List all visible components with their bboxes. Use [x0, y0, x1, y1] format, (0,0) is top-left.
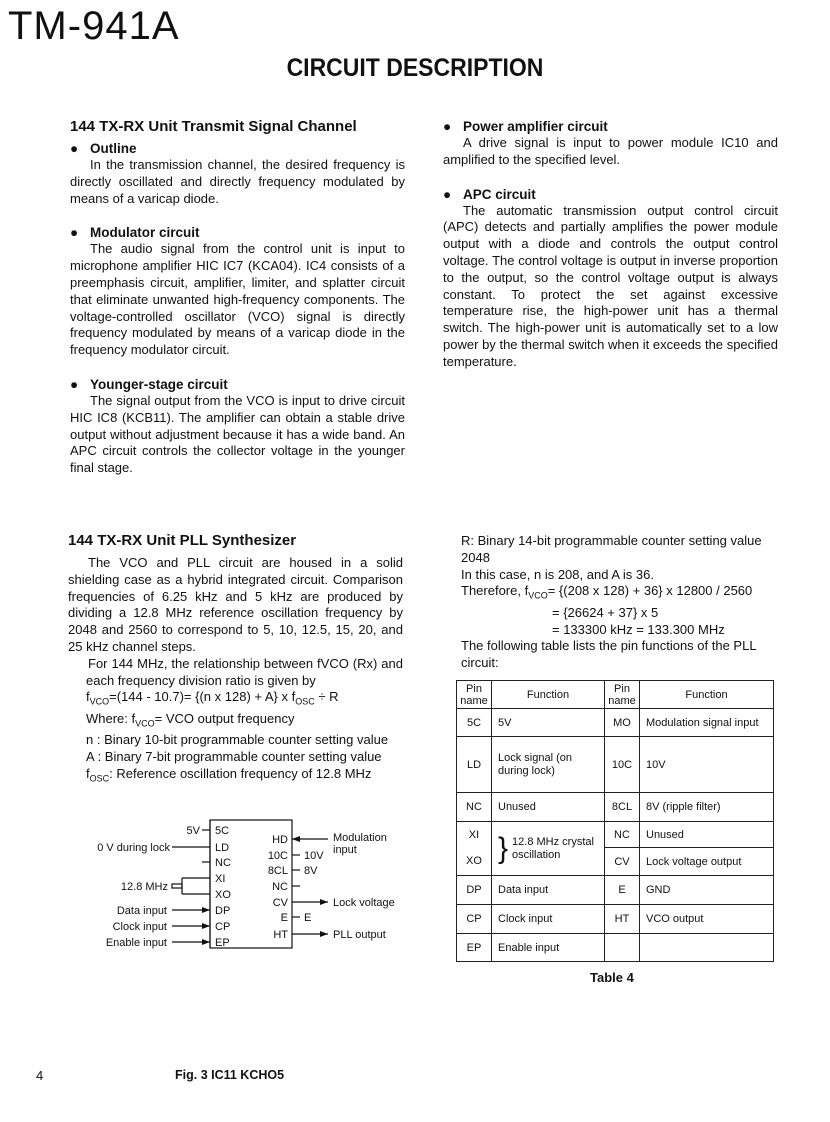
therefore-sub: VCO	[528, 590, 548, 601]
pll-heading: 144 TX-RX Unit PLL Synthesizer	[68, 532, 297, 549]
therefore-pre: Therefore, f	[461, 583, 529, 599]
arrow-icon	[292, 836, 300, 842]
pin-label: Pin	[614, 682, 630, 695]
ic-pin-e: E	[280, 912, 288, 924]
function-cell: VCO output	[640, 905, 774, 934]
model-number: TM-941A	[8, 4, 180, 48]
fosc-pre: f	[86, 765, 90, 781]
arrow-icon	[202, 923, 210, 929]
function-cell: Clock input	[492, 905, 605, 934]
therefore-line	[461, 583, 781, 604]
label-modulation: Modulation	[333, 832, 387, 844]
power-title	[443, 118, 778, 135]
brace-icon: }	[498, 831, 509, 865]
bullet-icon: ●	[70, 225, 79, 241]
calc-line3: = 133300 kHz = 133.300 MHz	[552, 621, 725, 637]
pin-cell	[605, 934, 640, 962]
f-symbol: f	[86, 689, 90, 705]
table-intro: The following table lists the pin functions of the PLL circuit:	[461, 638, 757, 671]
bullet-icon: ●	[443, 119, 452, 134]
apc-body: The automatic transmission output control circuit (APC) detects and partially amplifies the power module output with a diode and controls the output control voltage. The control voltage is output in inverse proportion to the output, so the control voltage output is always constant. To protect the set against excessive temperature rise, the high-power unit has a thermal switch. The high-power unit is automatically set to a low power by the thermal switch when it exceeds the specified temperature.	[443, 202, 778, 369]
pin-cell: 8CL	[605, 793, 640, 822]
label-xtal: 12.8 MHz	[120, 881, 168, 893]
label-enable-input: Enable input	[105, 937, 167, 949]
fosc-end: : Reference oscillation frequency of 12.8 MHz	[109, 765, 372, 781]
bullet-icon: ●	[70, 376, 79, 392]
pll-n-def: n : Binary 10-bit programmable counter setting value	[86, 732, 389, 748]
transmit-column	[70, 118, 405, 494]
pin-label: Pin	[466, 682, 482, 695]
pin-name-header-2	[605, 681, 640, 709]
crystal-line1: 12.8 MHz crystal	[512, 835, 594, 848]
outline-body: In the transmission channel, the desired frequency is directly oscillated and directly frequency modulated by means of a varicap diode.	[70, 157, 405, 206]
crystal-line2: oscillation	[512, 848, 561, 861]
function-header: Function	[492, 681, 605, 709]
younger-title	[70, 376, 405, 393]
page-number: 4	[36, 1068, 44, 1083]
pin-cell: NC	[457, 793, 492, 822]
outline-title	[70, 140, 405, 157]
table-row	[457, 876, 774, 905]
name-label: name	[608, 694, 636, 707]
younger-title-text: Younger-stage circuit	[90, 376, 228, 392]
pin-cell: HT	[605, 905, 640, 934]
table-row	[457, 793, 774, 822]
pin-cell: XO	[457, 848, 492, 876]
label-5v: 5V	[186, 825, 200, 837]
bullet-icon: ●	[443, 186, 452, 202]
crystal-function-cell	[492, 822, 605, 876]
function-cell: Data input	[492, 876, 605, 905]
table-row	[457, 737, 774, 793]
where-pre: Where: f	[86, 710, 136, 726]
fosc-sub: OSC	[89, 773, 110, 784]
younger-body: The signal output from the VCO is input to drive circuit HIC IC8 (KCB11). The amplifier can obtain a stable drive output without adjustment because it has a wide band. An APC circuit controls the collector voltage in the younger final stage.	[70, 392, 405, 476]
pin-cell: LD	[457, 737, 492, 793]
page-title: CIRCUIT DESCRIPTION	[286, 54, 544, 82]
osc-sub: OSC	[295, 696, 315, 707]
power-title-text: Power amplifier circuit	[463, 119, 608, 134]
pin-cell: 10C	[605, 737, 640, 793]
label-lock-voltage: Lock voltage	[333, 897, 395, 909]
function-cell	[640, 934, 774, 962]
ic-pin-10c: 10C	[267, 850, 288, 862]
transmit-heading: 144 TX-RX Unit Transmit Signal Channel	[70, 118, 357, 135]
pin-cell: E	[605, 876, 640, 905]
function-cell: 8V (ripple filter)	[640, 793, 774, 822]
where-sub: VCO	[135, 718, 155, 729]
pin-cell: NC	[605, 822, 640, 848]
pin-cell: 5C	[457, 709, 492, 737]
function-cell: 10V	[640, 737, 774, 793]
pin-cell: DP	[457, 876, 492, 905]
pll-column-right	[461, 533, 781, 672]
label-lock: 0 V during lock	[97, 842, 170, 854]
pll-column	[68, 532, 403, 787]
table-caption: Table 4	[590, 970, 634, 985]
function-cell: 5V	[492, 709, 605, 737]
ic-pin-ht: HT	[273, 929, 288, 941]
label-data-input: Data input	[116, 905, 167, 917]
apc-title-text: APC circuit	[463, 186, 536, 202]
label-8v: 8V	[304, 865, 318, 877]
arrow-icon	[202, 907, 210, 913]
label-pll-output: PLL output	[333, 929, 386, 941]
ic-pin-xo: XO	[215, 889, 231, 901]
function-cell: Unused	[492, 793, 605, 822]
outline-title-text: Outline	[90, 141, 137, 156]
ic-pin-nc: NC	[215, 857, 231, 869]
pll-p2-text: For 144 MHz, the relationship between fVCO (Rx) and each frequency division ratio is given by	[86, 655, 403, 688]
r-def: R: Binary 14-bit programmable counter setting value 2048	[461, 533, 762, 565]
label-modulation-input: input	[333, 844, 357, 856]
pin-name-header	[457, 681, 492, 709]
calc-line2: = {26624 + 37} x 5	[552, 604, 659, 620]
crystal-icon	[172, 884, 182, 888]
formula-end: ÷ R	[314, 689, 339, 705]
table-row	[457, 905, 774, 934]
ic-pin-8cl: 8CL	[267, 865, 288, 877]
function-header-2: Function	[640, 681, 774, 709]
arrow-icon	[320, 931, 328, 937]
function-cell: Modulation signal input	[640, 709, 774, 737]
modulator-title	[70, 224, 405, 241]
pin-cell: MO	[605, 709, 640, 737]
ic-pin-5c: 5C	[215, 825, 230, 837]
pll-p2	[68, 656, 403, 690]
ic-pin-nc-right: NC	[272, 881, 288, 893]
function-cell: GND	[640, 876, 774, 905]
arrow-icon	[202, 939, 210, 945]
pll-p1: The VCO and PLL circuit are housed in a solid shielding case as a hybrid integrated circuit. Comparison frequencies of 6.25 kHz and 5 kHz are produced by dividing a 12.8 MHz reference oscillation frequency by 2048 and 2560 to correspond to 5, 10, 12.5, 15, 20, and 25 kHz channel steps.	[68, 555, 403, 654]
ic11-block-diagram	[60, 810, 420, 960]
formula-mid: =(144 - 10.7)= {(n x 128) + A} x f	[109, 689, 296, 705]
function-cell: Lock signal (on during lock)	[492, 737, 605, 793]
pll-where	[68, 711, 403, 732]
arrow-icon	[320, 899, 328, 905]
modulator-title-text: Modulator circuit	[90, 225, 200, 241]
ic-pin-ld: LD	[215, 842, 230, 854]
pin-cell: EP	[457, 934, 492, 962]
pll-a-def: A : Binary 7-bit programmable counter setting value	[86, 748, 382, 764]
table-header	[457, 681, 774, 709]
label-e: E	[304, 912, 312, 924]
vco-sub: VCO	[89, 696, 110, 707]
function-cell: Enable input	[492, 934, 605, 962]
pin-cell: XI	[457, 822, 492, 848]
function-cell: Lock voltage output	[640, 848, 774, 876]
pll-fosc-def	[68, 766, 403, 787]
name-label: name	[460, 694, 488, 707]
modulator-body: The audio signal from the control unit is input to microphone amplifier HIC IC7 (KCA04). IC4 consists of a preemphasis circuit, amplifier, limiter, and splatter circuit that eliminate unwanted high-frequency components. The voltage-controlled oscillator (VCO) signal is directly frequency modulated by means of a varicap diode in the frequency modulator circuit.	[70, 241, 405, 358]
table-row	[457, 709, 774, 737]
ic-pin-dp: DP	[215, 905, 231, 917]
figure-caption: Fig. 3 IC11 KCHO5	[175, 1068, 285, 1082]
pll-formula	[68, 689, 403, 710]
transmit-column-right	[443, 118, 778, 388]
ic-pin-ep: EP	[215, 937, 230, 949]
table-row	[457, 934, 774, 962]
pin-cell: CV	[605, 848, 640, 876]
label-10v: 10V	[304, 850, 324, 862]
ic-pin-xi: XI	[215, 873, 226, 885]
case-line: In this case, n is 208, and A is 36.	[461, 566, 654, 582]
bullet-icon: ●	[70, 141, 79, 156]
ic-pin-hd: HD	[272, 834, 288, 846]
pin-function-table	[456, 680, 774, 962]
function-cell: Unused	[640, 822, 774, 848]
pin-cell: CP	[457, 905, 492, 934]
power-body: A drive signal is input to power module IC10 and amplified to the specified level.	[443, 135, 778, 167]
where-end: = VCO output frequency	[154, 710, 295, 726]
ic-pin-cv: CV	[272, 897, 288, 909]
label-clock-input: Clock input	[112, 921, 167, 933]
ic-pin-cp: CP	[215, 921, 231, 933]
table-row	[457, 822, 774, 848]
apc-title	[443, 186, 778, 203]
therefore-end: = {(208 x 128) + 36} x 12800 / 2560	[547, 583, 753, 599]
